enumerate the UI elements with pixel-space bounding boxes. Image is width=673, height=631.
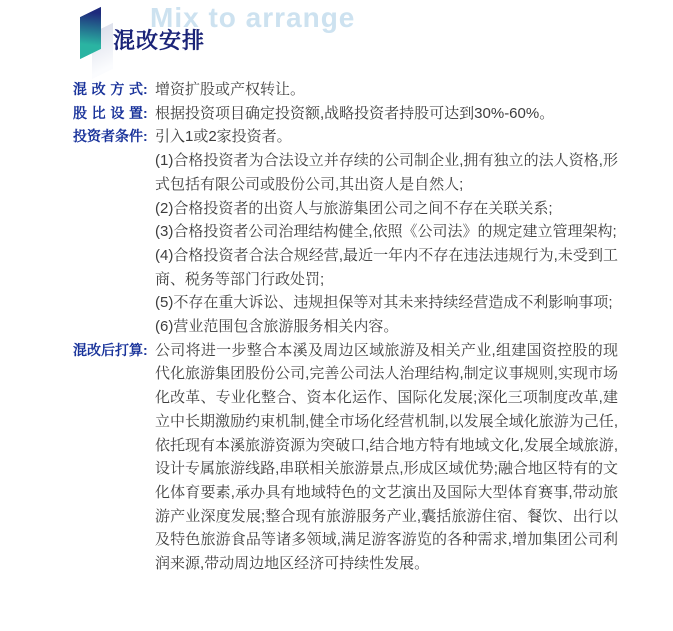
section-label <box>73 125 155 149</box>
section-label-colon: : <box>143 104 148 121</box>
paragraph: 公司将进一步整合本溪及周边区域旅游及相关产业,组建国资控股的现代化旅游集团股份公司,完善公司法人治理结构,制定议事规则,实现市场化改革、专业化整合、资本化运作、国际化发展;深化三项制度改革,建立中长期激励约束机制,健全市场化经营机制,以发展全域化旅游为己任,依托现有本溪旅游资源为突破口,结合地方特有地域文化,发展全域旅游,设计专属旅游线路,串联相关旅游景点,形成区域优势;融合地区特有的文化体育要素,承办具有地域特色的文艺演出及国际大型体育赛事,带动旅游产业深度发展;整合现有旅游服务产业,囊括旅游住宿、餐饮、出行以及特色旅游食品等诸多领域,满足游客游览的各种需求,增加集团公司利润来源,带动周边地区经济可持续性发展。 <box>155 341 618 573</box>
section-label-text: 混改方式 <box>73 81 143 97</box>
section-label-text: 混改后打算 <box>73 341 143 358</box>
paragraph: 根据投资项目确定投资额,战略投资者持股可达到30%-60%。 <box>155 104 555 122</box>
paragraph: (3)合格投资者公司治理结构健全,依照《公司法》的规定建立管理架构; <box>155 223 617 241</box>
paragraph: (6)营业范围包含旅游服务相关内容。 <box>155 318 399 336</box>
section-label <box>73 78 155 102</box>
paragraph: (1)合格投资者为合法设立并存续的公司制企业,拥有独立的法人资格,形式包括有限公司或股份公司,其出资人是自然人; <box>155 152 618 193</box>
paragraph: (2)合格投资者的出资人与旅游集团公司之间不存在关联关系; <box>155 199 553 217</box>
section-row <box>73 78 618 102</box>
paragraph: 引入1或2家投资者。 <box>155 128 292 146</box>
section-content <box>155 339 618 576</box>
paragraph: (4)合格投资者合法合规经营,最近一年内不存在违法违规行为,未受到工商、税务等部门行政处罚; <box>155 246 618 288</box>
section-label <box>73 339 155 363</box>
section-row <box>73 102 618 126</box>
paragraph: (5)不存在重大诉讼、违规担保等对其未来持续经营造成不利影响事项; <box>155 294 613 312</box>
section-content <box>155 102 618 126</box>
section-label-colon: : <box>143 81 148 97</box>
section-content <box>155 78 618 102</box>
header-watermark-text: Mix to arrange <box>150 2 356 33</box>
page-header <box>0 0 673 76</box>
section-label-colon: : <box>143 341 148 358</box>
section-label-text: 股比设置 <box>73 104 143 121</box>
page-title: 混改安排 <box>113 28 206 53</box>
section-row <box>73 125 618 338</box>
section-label <box>73 102 155 126</box>
section-label-colon: : <box>143 128 148 145</box>
content-area <box>0 76 673 576</box>
section-label-text: 投资者条件 <box>73 128 143 145</box>
section-content <box>155 125 618 338</box>
section-row <box>73 339 618 576</box>
paragraph: 增资扩股或产权转让。 <box>155 81 306 98</box>
